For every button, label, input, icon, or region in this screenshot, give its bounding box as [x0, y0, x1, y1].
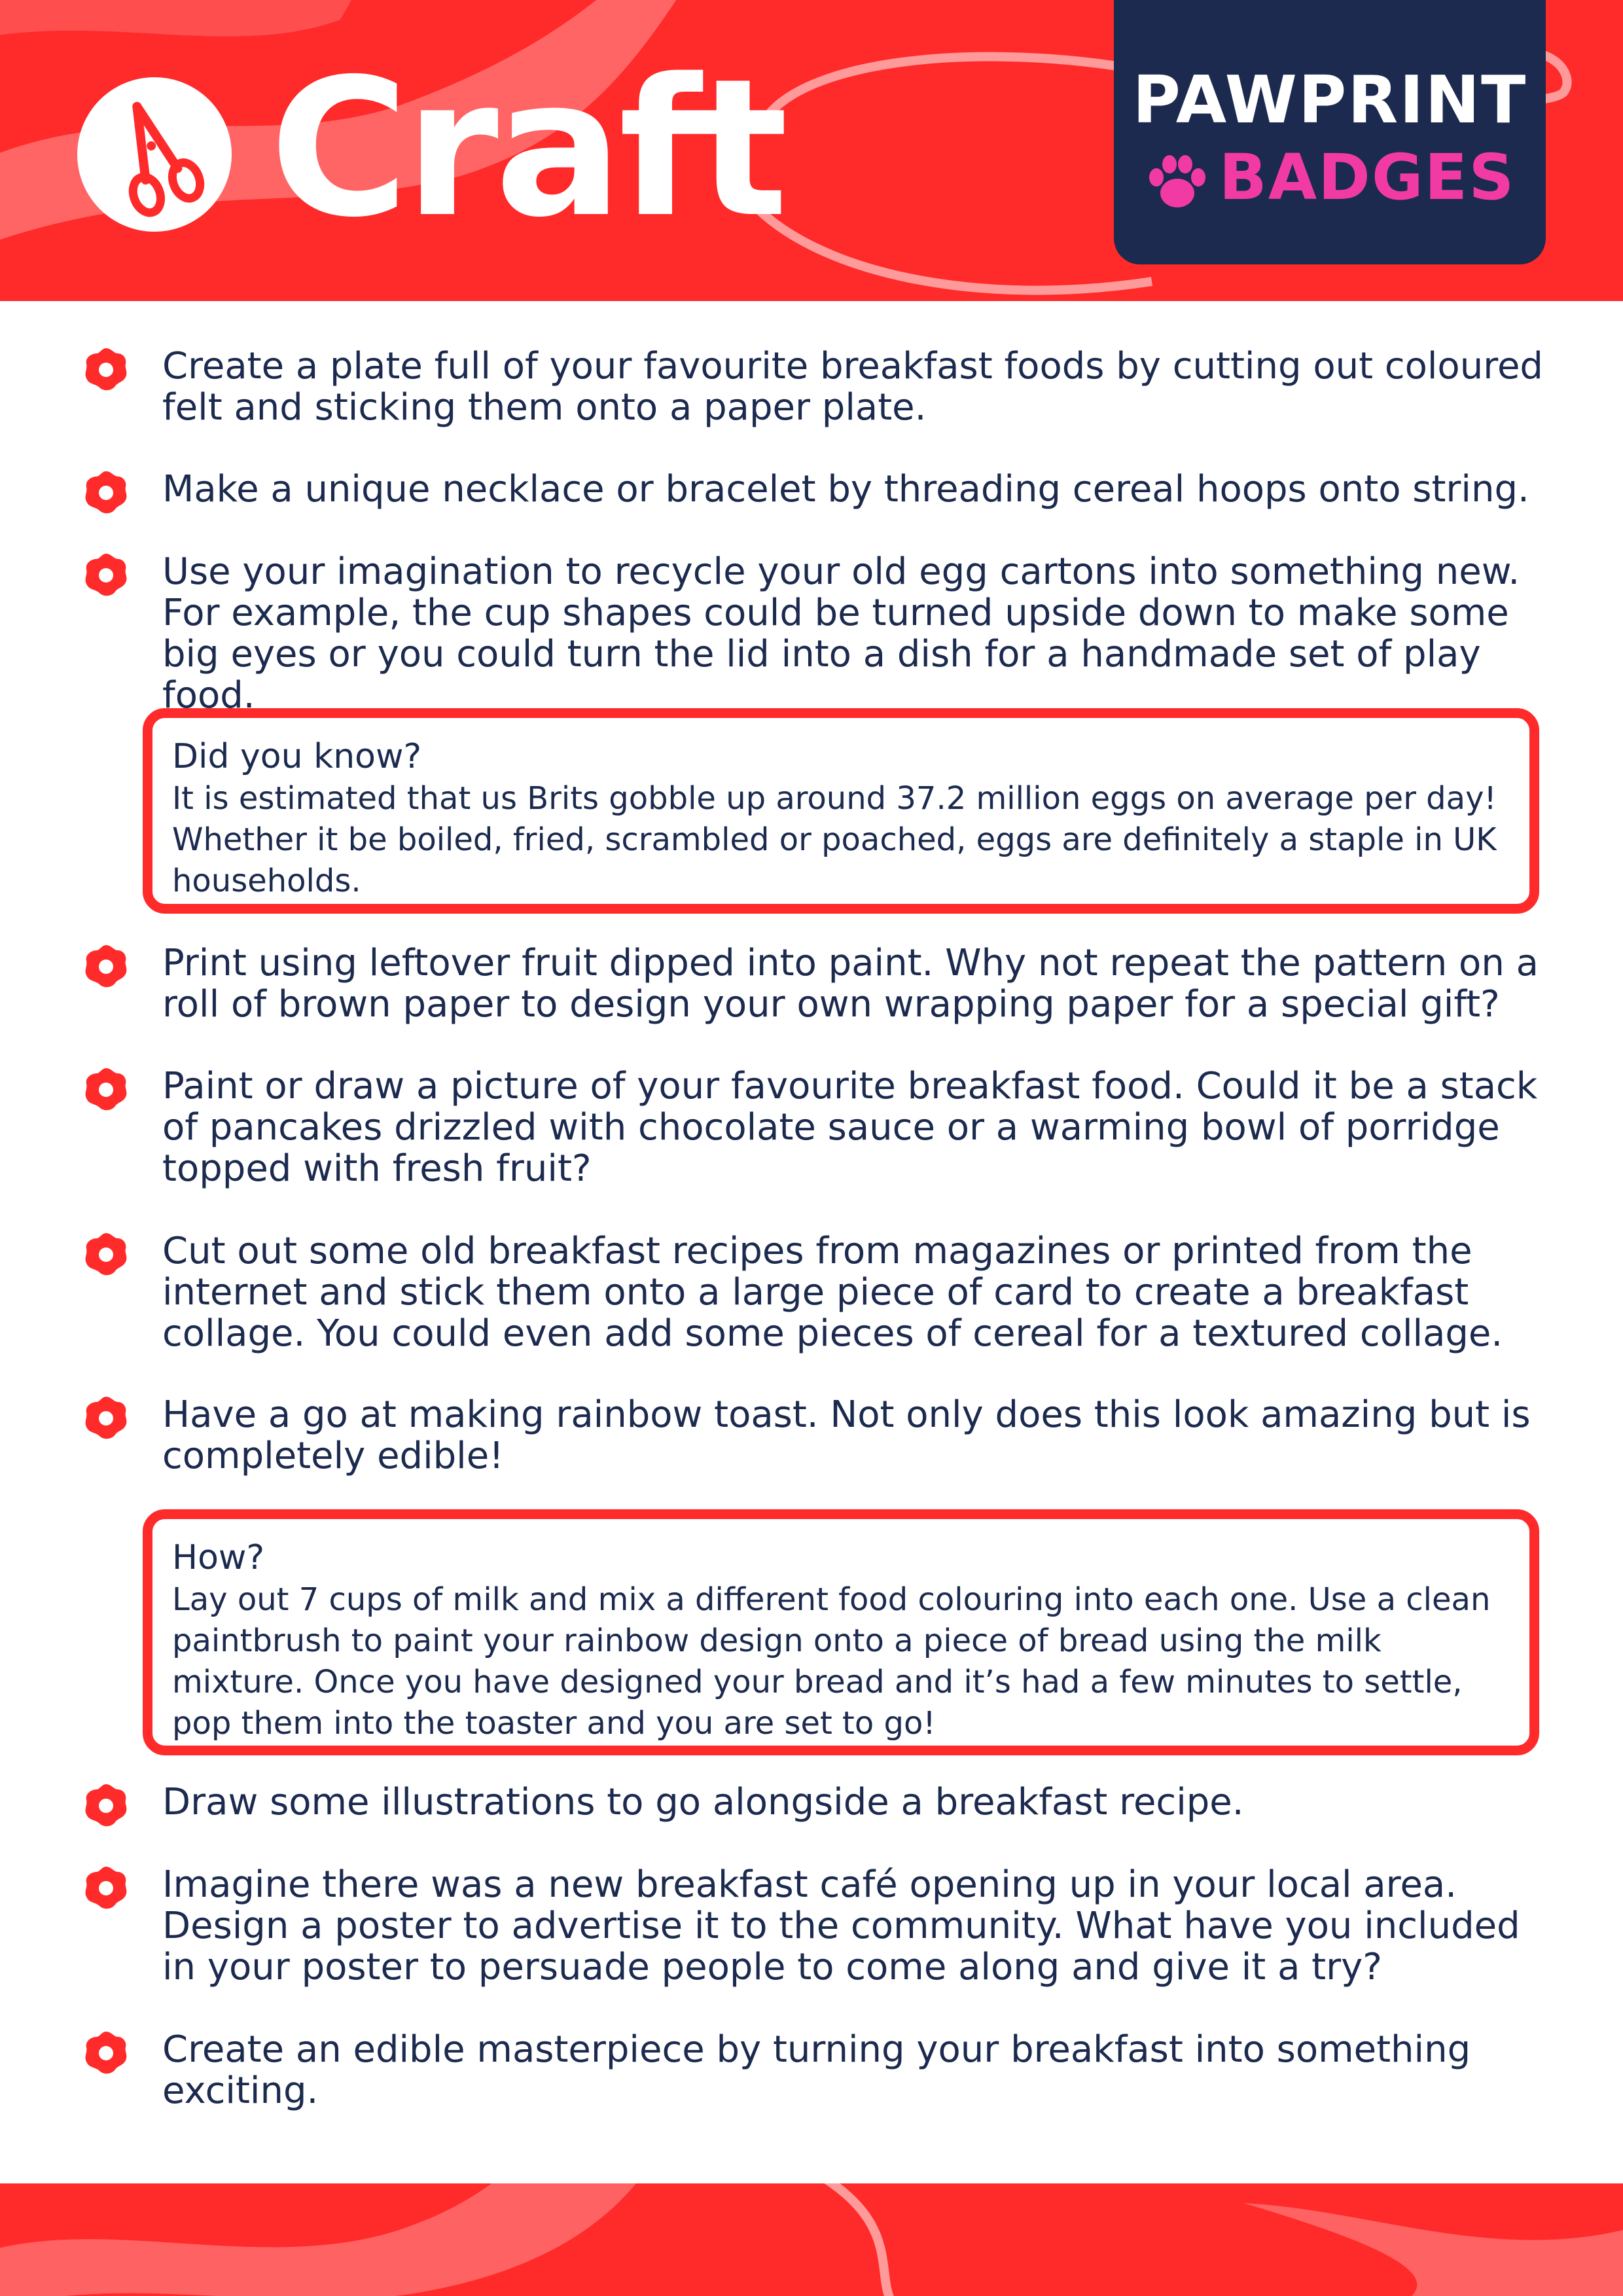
flower-bullet-icon [82, 1864, 130, 1911]
logo-text-badges-row [1114, 141, 1546, 213]
how-callout [143, 1509, 1539, 1755]
flower-bullet-icon [82, 1394, 130, 1441]
list-item-text: Create an edible masterpiece by turning your breakfast into something exciting. [162, 2028, 1471, 2112]
callout-body: Lay out 7 cups of milk and mix a different food colouring into each one. Use a clean paintbrush to paint your rainbow design onto a piece of bread using the milk mixture. Once you have designed your bread and it’s had a few minutes to settle, pop them into the toaster and you are set to go! [172, 1581, 1491, 1742]
pawprint-badges-logo [1114, 0, 1546, 264]
flower-bullet-icon [82, 1782, 130, 1829]
scissors-icon [77, 77, 232, 232]
list-item-text: Imagine there was a new breakfast café opening up in your local area. Design a poster to advertise it to the community. What have you included in your poster to persuade people to come along and give it a try? [162, 1863, 1520, 1988]
footer-swirl-decoration [0, 2183, 1623, 2296]
did-you-know-callout [143, 708, 1539, 914]
logo-text-pawprint: PAWPRINT [1132, 62, 1527, 138]
callout-title: How? [172, 1538, 265, 1577]
list-item-text: Make a unique necklace or bracelet by threading cereal hoops onto string. [162, 468, 1529, 511]
list-item-text: Have a go at making rainbow toast. Not only does this look amazing but is completely edible! [162, 1393, 1531, 1477]
header-banner [0, 0, 1623, 301]
flower-bullet-icon [82, 942, 130, 990]
flower-bullet-icon [82, 346, 130, 393]
paw-icon [1145, 152, 1210, 211]
list-item-text: Print using leftover fruit dipped into paint. Why not repeat the pattern on a roll of brown paper to design your own wrapping paper for a special gift? [162, 942, 1539, 1026]
callout-title: Did you know? [172, 737, 422, 776]
list-item-text: Create a plate full of your favourite breakfast foods by cutting out coloured felt and sticking them onto a paper plate. [162, 345, 1543, 429]
callout-body: It is estimated that us Brits gobble up around 37.2 million eggs on average per day! Whether it be boiled, fried, scrambled or poached, eggs are definitely a staple in UK households. [172, 780, 1497, 899]
list-item-text: Draw some illustrations to go alongside a breakfast recipe. [162, 1781, 1244, 1823]
flower-bullet-icon [82, 1230, 130, 1278]
logo-text-badges: BADGES [1219, 141, 1516, 214]
flower-bullet-icon [82, 551, 130, 598]
list-item-text: Paint or draw a picture of your favourite breakfast food. Could it be a stack of pancakes drizzled with chocolate sauce or a warming bowl of porridge topped with fresh fruit? [162, 1065, 1538, 1190]
footer-banner [0, 2183, 1623, 2296]
flower-bullet-icon [82, 2029, 130, 2076]
flower-bullet-icon [82, 1066, 130, 1113]
flower-bullet-icon [82, 469, 130, 516]
page-title: Craft [270, 39, 785, 259]
list-item-text: Use your imagination to recycle your old egg cartons into something new. For example, the cup shapes could be turned upside down to make some big eyes or you could turn the lid into a dish for a handmade set of play food. [162, 550, 1520, 717]
craft-activity-list [0, 301, 1623, 2179]
list-item-text: Cut out some old breakfast recipes from magazines or printed from the internet and stick them onto a large piece of card to create a breakfast collage. You could even add some pieces of cereal for a textured collage. [162, 1230, 1503, 1355]
